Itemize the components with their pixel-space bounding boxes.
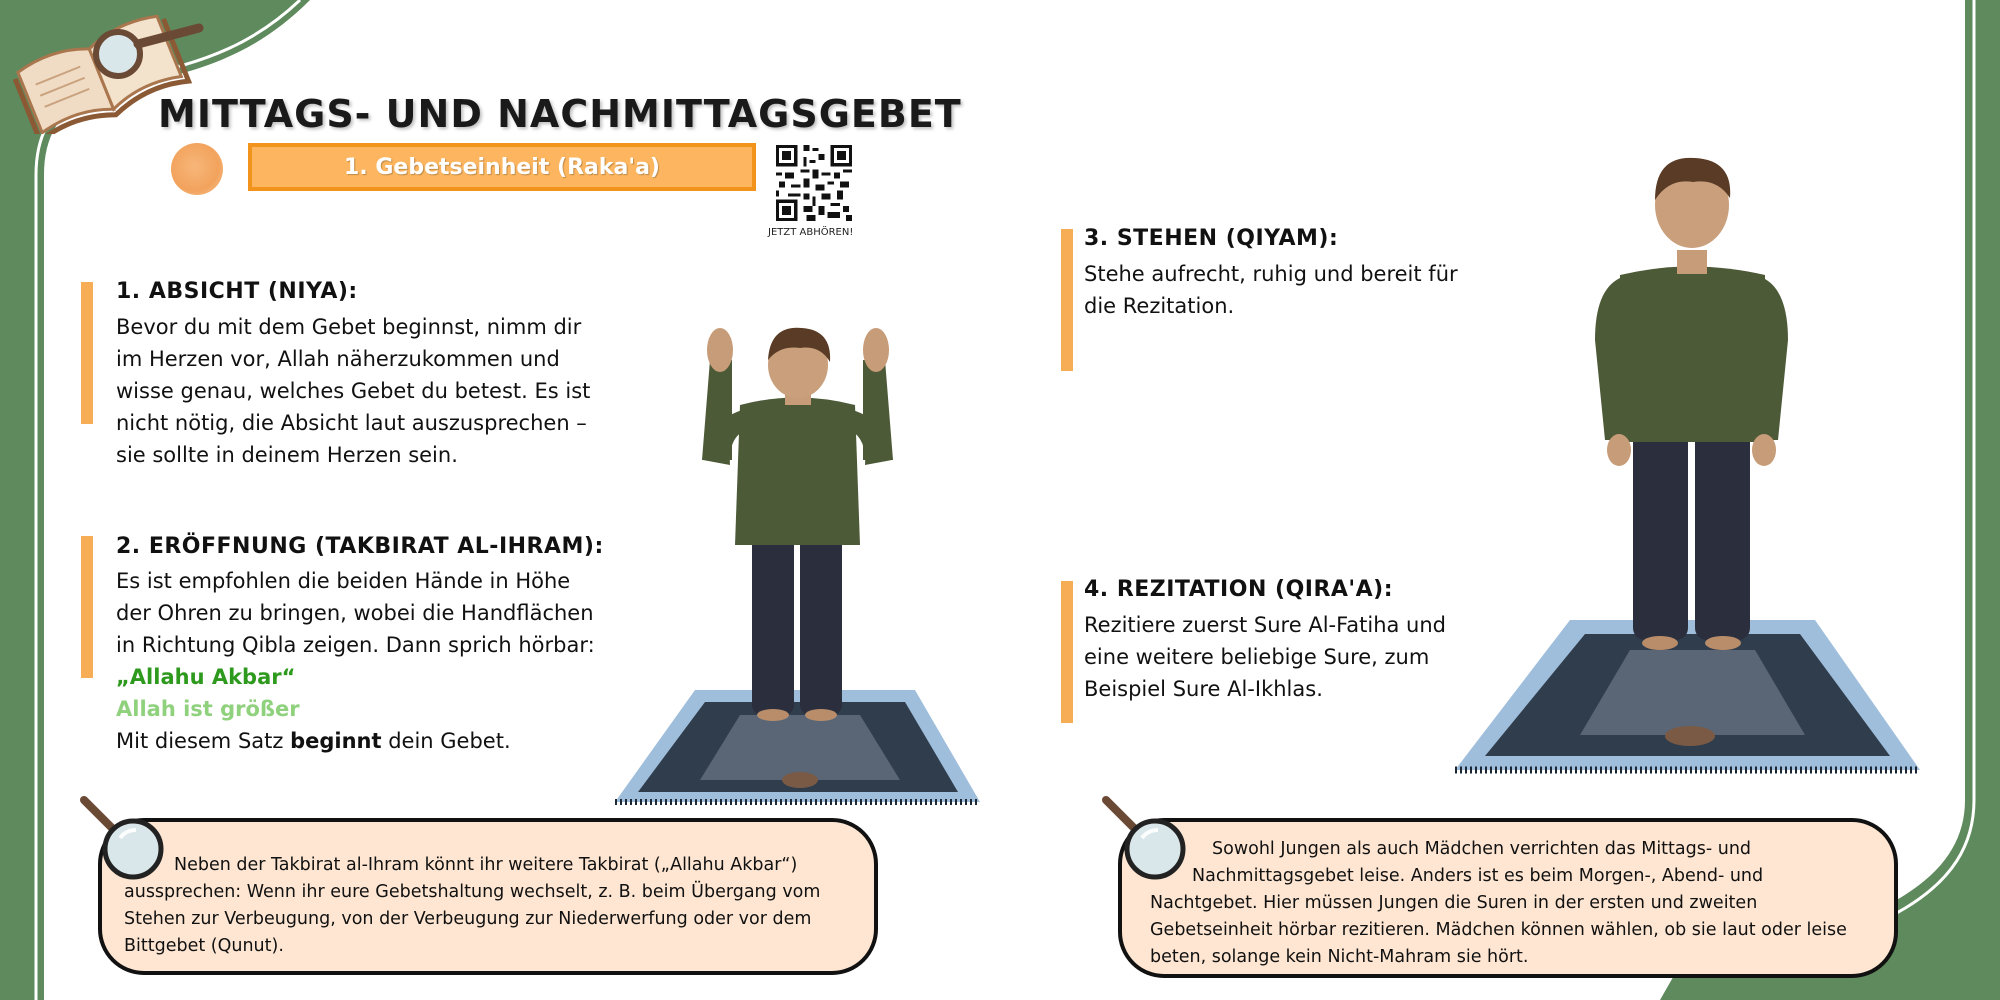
magnifier-icon — [1100, 794, 1192, 886]
prayer-rug-icon — [1455, 620, 1920, 770]
text-line: Rezitiere zuerst Sure Al-Fatiha und — [1084, 613, 1446, 637]
page-title: MITTAGS- UND NACHMITTAGSGEBET — [158, 92, 962, 136]
section-qiyam-marker — [1061, 229, 1073, 371]
note-line: Bittgebet (Qunut). — [124, 936, 284, 956]
text-line — [116, 725, 656, 757]
text-line: Stehe aufrecht, ruhig und bereit für — [1084, 262, 1458, 286]
takbir-phrase: „Allahu Akbar“ — [116, 665, 296, 689]
text-line: in Richtung Qibla zeigen. Dann sprich hörbar: — [116, 633, 595, 657]
section-qiyam-text — [1084, 258, 1504, 322]
section-takbir-heading: 2. ERÖFFNUNG (TAKBIRAT AL-IHRAM): — [116, 534, 604, 559]
note-line: beten, solange kein Nicht-Mahram sie hört. — [1150, 947, 1529, 967]
boy-hands-raised-icon — [610, 310, 990, 810]
text-line: der Ohren zu bringen, wobei die Handflächen — [116, 601, 594, 625]
boy-standing-icon — [1455, 150, 1925, 780]
qr-code-icon[interactable] — [776, 145, 852, 221]
section-niya-marker — [81, 282, 93, 424]
note-line: Gebetseinheit hörbar rezitieren. Mädchen können wählen, ob sie laut oder leise — [1150, 920, 1847, 940]
text-line: eine weitere beliebige Sure, zum — [1084, 645, 1430, 669]
note-right-callout — [1118, 818, 1898, 978]
section-qiraa-marker — [1061, 581, 1073, 723]
note-left-callout — [98, 818, 878, 975]
note-line: Nachmittagsgebet leise. Anders ist es beim Morgen-, Abend- und — [1192, 866, 1764, 886]
text-line: Es ist empfohlen die beiden Hände in Höhe — [116, 569, 571, 593]
text-line: nicht nötig, die Absicht laut auszusprechen – — [116, 411, 587, 435]
section-niya-heading: 1. ABSICHT (NIYA): — [116, 279, 358, 304]
note-line: Stehen zur Verbeugung, von der Verbeugung zur Niederwerfung oder vor dem — [124, 909, 812, 929]
magnifier-icon — [78, 794, 170, 886]
section-takbir-marker — [81, 536, 93, 678]
text-line: die Rezitation. — [1084, 294, 1235, 318]
closing-bold: beginnt — [290, 729, 382, 753]
takbir-translation: Allah ist größer — [116, 697, 300, 721]
section-qiyam-heading: 3. STEHEN (QIYAM): — [1084, 226, 1339, 251]
note-line: Neben der Takbirat al-Ihram könnt ihr weitere Takbirat („Allahu Akbar“) — [174, 855, 798, 875]
section-qiraa-heading: 4. REZITATION (QIRA'A): — [1084, 577, 1394, 602]
closing-post: dein Gebet. — [381, 729, 511, 753]
text-line: im Herzen vor, Allah näherzukommen und — [116, 347, 560, 371]
note-line: Sowohl Jungen als auch Mädchen verrichten das Mittags- und — [1212, 839, 1752, 859]
section-niya-text — [116, 311, 636, 471]
closing-pre: Mit diesem Satz — [116, 729, 291, 753]
note-line: aussprechen: Wenn ihr eure Gebetshaltung wechselt, z. B. beim Übergang vom — [124, 882, 821, 902]
subtitle-text: 1. Gebetseinheit (Raka'a) — [344, 154, 660, 180]
text-line: Beispiel Sure Al-Ikhlas. — [1084, 677, 1323, 701]
text-line: wisse genau, welches Gebet du betest. Es ist — [116, 379, 591, 403]
note-line: Nachtgebet. Hier müssen Jungen die Suren in der ersten und zweiten — [1150, 893, 1758, 913]
subtitle-banner — [248, 143, 756, 191]
text-line: Bevor du mit dem Gebet beginnst, nimm dir — [116, 315, 582, 339]
prayer-rug-icon — [615, 690, 980, 802]
qr-caption: JETZT ABHÖREN! — [768, 227, 854, 238]
unit-number-badge — [171, 143, 223, 195]
text-line: sie sollte in deinem Herzen sein. — [116, 443, 458, 467]
section-takbir-text — [116, 565, 656, 757]
section-qiraa-text — [1084, 609, 1504, 705]
